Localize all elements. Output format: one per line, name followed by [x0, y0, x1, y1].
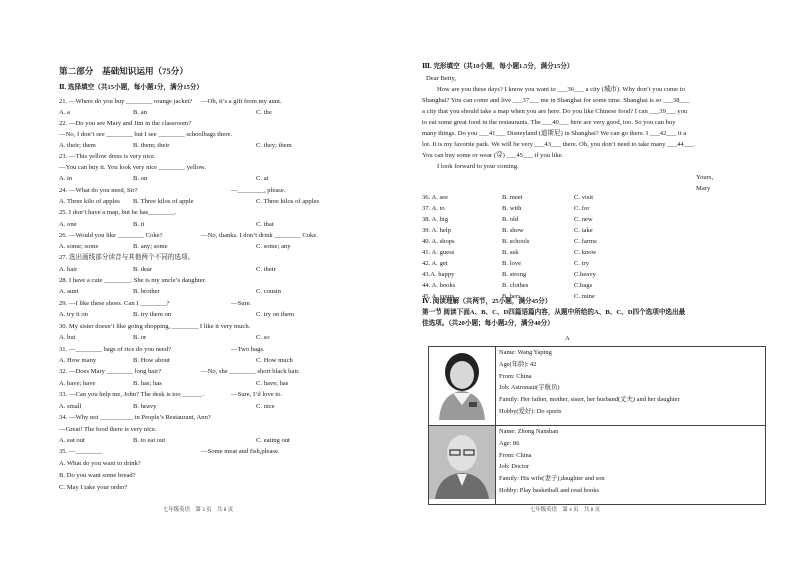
question-text: B. them; their — [133, 142, 170, 149]
person-info-table — [428, 346, 766, 505]
reading-instructions-1: 第一节 阅读下面A、B、C、D四篇语篇内容，从题中所给的A、B、C、D四个选项中选出最 — [422, 309, 686, 316]
question-text: 22. —Do you see Mary and Jim in the classroom? — [59, 120, 192, 127]
letter-line: many things. Do you ___41___ Disneyland (迪斯尼) in Shanghai? We can go there. I ___42___ it a — [422, 130, 687, 137]
question-text: A. but — [59, 334, 76, 341]
question-text: C. Three kilos of apples — [256, 198, 320, 205]
question-text: 34. —Why not __________ in People’s Restaurant, Ann? — [59, 414, 211, 421]
question-text: 29. —I like these shoes. Can I ________? — [59, 300, 170, 307]
question-text: A. a — [59, 109, 70, 116]
section-title-iv: Ⅳ. 阅读理解（共两节，25小题，满分45分） — [422, 298, 552, 305]
question-text: A. eat out — [59, 437, 85, 444]
question-text: C. try on them — [256, 311, 295, 318]
footer-page-3: 七年级英语 第 3 页 共 8 页 — [163, 507, 234, 513]
question-text: A. Three kilo of apples — [59, 198, 120, 205]
question-text: C. the — [256, 109, 272, 116]
question-text: B. try them on — [133, 311, 172, 318]
question-text: 33. —Can you help me, John? The desk is too ______. — [59, 391, 204, 398]
question-text: C. they; them — [256, 142, 292, 149]
cloze-option-text: C. new — [574, 216, 593, 223]
cloze-option-text: C.bags — [574, 282, 593, 289]
person-from: From: China — [499, 451, 532, 459]
cloze-option-text: 44. A. books — [422, 282, 456, 289]
question-text: B. Do you want some bread? — [59, 472, 136, 479]
person-text-wang — [496, 347, 766, 426]
doctor-portrait-image — [429, 426, 495, 499]
cloze-option-text: C.heavy — [574, 271, 596, 278]
cloze-option-text: C. for — [574, 205, 590, 212]
person-text-zhong — [496, 426, 766, 505]
question-text: C. May I take your order? — [59, 484, 128, 491]
question-text: 24. —What do you need, Sir? — [59, 187, 138, 194]
question-text: C. so — [256, 334, 270, 341]
question-text: C. their — [256, 266, 276, 273]
question-text: 23. —This yellow dress is very nice. — [59, 153, 156, 160]
footer-page-4: 七年级英语 第 4 页 共 8 页 — [530, 507, 601, 513]
question-text: —No, I don’t see ________ but I see ________ schoolbags there. — [59, 131, 233, 138]
question-text: 27. 选出画线部分读音与其他两个不同的选项。 — [59, 254, 195, 261]
question-text: C. How much — [256, 357, 293, 364]
cloze-option-text: C. mine — [574, 293, 595, 300]
question-text: —________, please. — [231, 187, 286, 194]
question-text: B. How about — [133, 357, 170, 364]
question-text: 26. —Would you like ________ Coke? — [59, 232, 163, 239]
cloze-option-text: B. strong — [502, 271, 527, 278]
question-text: C. nice — [256, 403, 275, 410]
letter-line: lot. It is my favorite park. We will be very ___43___ there. Oh, you don’t need to take many ___44___. — [422, 141, 696, 148]
question-text: C. have; has — [256, 380, 289, 387]
question-text: A. try it on — [59, 311, 88, 318]
question-text: B. or — [133, 334, 147, 341]
photo-cell — [429, 426, 496, 505]
question-text: —Sure, I’d love to. — [231, 391, 283, 398]
question-text: 32. —Does Mary ________ long hair? — [59, 368, 162, 375]
question-text: —Two bags. — [231, 346, 265, 353]
person-age: Age: 86 — [499, 439, 520, 447]
passage-label: A — [565, 335, 570, 342]
cloze-option-text: 40. A. shops — [422, 238, 455, 245]
letter-line: to eat some great food in the restaurants. The ___40___ here are very good, too. So you can buy — [422, 119, 676, 126]
photo-cell — [429, 347, 496, 426]
question-text: B. dear — [133, 266, 153, 273]
question-text: 35. —________ — [59, 448, 102, 455]
question-text: C. some; any — [256, 243, 291, 250]
question-text: C. that — [256, 221, 274, 228]
question-text: A. How many — [59, 357, 97, 364]
cloze-option-text: 36. A. see — [422, 194, 449, 201]
person-job: Job: Doctor — [499, 463, 529, 471]
letter-line: Shanghai? You can come and live ___37___ me in Shanghai for some time. Shanghai is so ___38___ — [422, 97, 690, 104]
question-text: A. one — [59, 221, 77, 228]
cloze-option-text: B. ask — [502, 249, 519, 256]
question-text: A. have; have — [59, 380, 96, 387]
cloze-option-text: 45. A. yours — [422, 293, 455, 300]
question-text: B. on — [133, 175, 148, 182]
person-age: Age(年龄): 42 — [499, 360, 537, 368]
person-row-zhong — [429, 426, 766, 505]
cloze-option-text: C. visit — [574, 194, 594, 201]
question-text: A. their; them — [59, 142, 96, 149]
question-text: A. some; some — [59, 243, 99, 250]
question-text: B. it — [133, 221, 145, 228]
cloze-option-text: C. know — [574, 249, 597, 256]
cloze-option-text: C. try — [574, 260, 590, 267]
question-text: B. any; some — [133, 243, 168, 250]
cloze-option-text: B. clothes — [502, 282, 529, 289]
question-text: —Some meat and fish,please. — [201, 448, 280, 455]
letter-line: Yours, — [696, 174, 714, 181]
section-title-ii: Ⅱ. 选择填空（共15小题，每小题1分，满分15分） — [59, 84, 204, 91]
question-text: 28. I have a cute ________. She is my uncle’s daughter. — [59, 277, 207, 284]
question-text: A. small — [59, 403, 82, 410]
question-text: —No, thanks. I don’t drink ________ Coke. — [201, 232, 318, 239]
letter-line: How are you these days? I know you want to ___36___ a city (城市). Why don’t you come to — [437, 86, 685, 93]
cloze-option-text: 39. A. help — [422, 227, 451, 234]
question-text: B. has; has — [133, 380, 162, 387]
cloze-option-text: 37. A. to — [422, 205, 445, 212]
person-hobby: Hobby: Play basketball and read books — [499, 486, 599, 494]
cloze-option-text: C. take — [574, 227, 593, 234]
question-text: 30. My sister doesn’t like going shopping, ________ I like it very much. — [59, 323, 251, 330]
cloze-option-text: B. meet — [502, 194, 523, 201]
cloze-option-text: 38. A. big — [422, 216, 449, 223]
question-text: B. an — [133, 109, 147, 116]
person-family: Family: His wife(妻子),daughter and son — [499, 475, 605, 483]
question-text: C. at — [256, 175, 269, 182]
cloze-option-text: B. show — [502, 227, 524, 234]
part-title: 第二部分 基础知识运用（75分） — [59, 66, 188, 76]
question-text: B. brother — [133, 288, 160, 295]
question-text: —Great! The food there is very nice. — [59, 426, 157, 433]
question-text: —You can buy it. You look very nice ________ yellow. — [59, 164, 206, 171]
person-from: From: China — [499, 372, 532, 380]
question-text: C. cousin — [256, 288, 281, 295]
person-row-wang — [429, 347, 766, 426]
person-name: Name: Zhong Nanshan — [499, 428, 559, 435]
cloze-option-text: B. love — [502, 260, 522, 267]
section-title-iii: Ⅲ. 完形填空（共10小题，每小题1.5分，满分15分） — [422, 63, 574, 70]
cloze-option-text: B. old — [502, 216, 519, 223]
question-text: 25. I don’t have a map, but he has________. — [59, 209, 177, 216]
cloze-option-text: B. hers — [502, 293, 521, 300]
question-text: 21. —Where do you buy ________ orange jacket? — [59, 98, 193, 105]
letter-line: Dear Betty, — [426, 75, 456, 82]
person-hobby: Hobby(爱好): Do sports — [499, 407, 562, 415]
question-text: A. aunt — [59, 288, 79, 295]
question-text: —Oh, it’s a gift from my aunt. — [201, 98, 282, 105]
letter-line: a city that you should take a map when you are here. Do you like Chinese food? I can ___39___ you — [422, 108, 688, 115]
question-text: B. Three kilos of apple — [133, 198, 194, 205]
question-text: —No, she ________ short black hair. — [201, 368, 300, 375]
letter-line: You can buy some or wear (穿) ___45___ if you like. — [422, 152, 564, 159]
cloze-option-text: 41. A. guess — [422, 249, 455, 256]
cloze-option-text: C. farms — [574, 238, 597, 245]
person-family: Family: Her father, mother, sister, her husband(丈夫) and her daughter — [499, 396, 680, 404]
person-name: Name: Wang Yaping — [499, 349, 552, 356]
question-text: B. heavy — [133, 403, 157, 410]
reading-instructions-2: 佳选项。（共20小题；每小题2分，满分40分） — [422, 320, 554, 327]
cloze-option-text: B. schools — [502, 238, 530, 245]
question-text: A. hair — [59, 266, 78, 273]
question-text: A. What do you want to drink? — [59, 460, 141, 467]
question-text: —Sure. — [231, 300, 252, 307]
cloze-option-text: 43.A. happy — [422, 271, 455, 278]
letter-line: Mary — [696, 185, 711, 192]
letter-line: I look forward to your coming. — [437, 163, 519, 170]
question-text: 31. —________ bags of rice do you need? — [59, 346, 172, 353]
question-text: C. eating out — [256, 437, 290, 444]
cloze-option-text: B. with — [502, 205, 522, 212]
cloze-option-text: 42. A. get — [422, 260, 448, 267]
question-text: B. to eat out — [133, 437, 166, 444]
astronaut-portrait-image — [429, 347, 495, 420]
question-text: A. in — [59, 175, 73, 182]
person-job: Job: Astronaut(宇航员) — [499, 384, 560, 392]
